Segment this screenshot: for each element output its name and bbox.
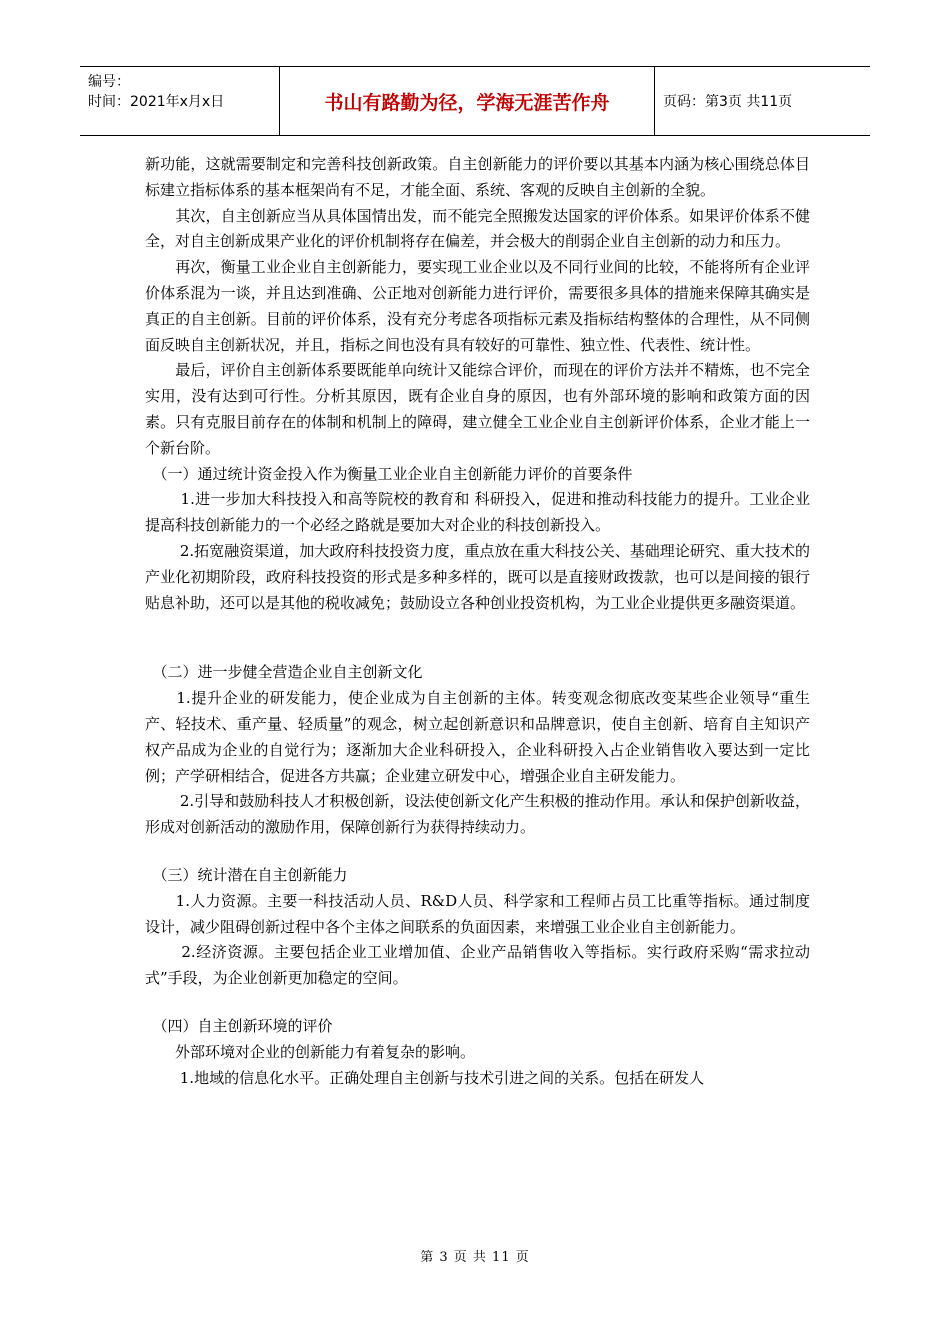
paragraph: 再次，衡量工业企业自主创新能力，要实现工业企业以及不同行业间的比较，不能将所有企业评价体系混为一谈，并且达到准确、公正地对创新能力进行评价，需要很多具体的措施来保障其确实是真正的自主创新。目前的评价体系，没有充分考虑各项指标元素及指标结构整体的合理性，从不同侧面反映自主创新状况，并且，指标之间也没有具有较好的可靠性、独立性、代表性、统计性。	[145, 258, 810, 354]
number-label: 编号：	[88, 74, 130, 90]
paragraph: 1.提升企业的研发能力，使企业成为自主创新的主体。转变观念彻底改变某些企业领导“重生产、轻技术、重产量、轻质量”的观念，树立起创新意识和品牌意识，使自主创新、培育自主知识产权产品成为企业的自觉行为；逐渐加大企业科研投入，企业科研投入占企业销售收入要达到一定比例；产学研相结合，促进各方共赢；企业建立研发中心，增强企业自主研发能力。	[145, 689, 810, 785]
paragraph: 新功能，这就需要制定和完善科技创新政策。自主创新能力的评价要以其基本内涵为核心围绕总体目标建立指标体系的基本框架尚有不足，才能全面、系统、客观的反映自主创新的全貌。	[145, 155, 810, 199]
spacer	[145, 616, 810, 660]
spacer	[145, 992, 810, 1014]
header-meta	[80, 67, 280, 135]
spacer	[145, 841, 810, 863]
section-heading: （一）通过统计资金投入作为衡量工业企业自主创新能力评价的首要条件	[145, 464, 633, 483]
paragraph: 1.进一步加大科技投入和高等院校的教育和 科研投入，促进和推动科技能力的提升。工业企业提高科技创新能力的一个必经之路就是要加大对企业的科技创新投入。	[145, 490, 810, 535]
section-heading: （四）自主创新环境的评价	[145, 1016, 333, 1035]
paragraph: 2.经济资源。主要包括企业工业增加值、企业产品销售收入等指标。实行政府采购“需求拉动式”手段，为企业创新更加稳定的空间。	[145, 943, 810, 988]
paragraph: 2.拓宽融资渠道，加大政府科技投资力度，重点放在重大科技公关、基础理论研究、重大技术的产业化初期阶段，政府科技投资的形式是多种多样的，既可以是直接财政拨款，也可以是间接的银行贴息补助，还可以是其他的税收减免；鼓励设立各种创业投资机构，为工业企业提供更多融资渠道。	[145, 541, 810, 612]
document-body	[145, 152, 810, 1091]
paragraph: 2.引导和鼓励科技人才积极创新，设法使创新文化产生积极的推动作用。承认和保护创新收益，形成对创新活动的激励作用，保障创新行为获得持续动力。	[145, 792, 810, 837]
paragraph: 外部环境对企业的创新能力有着复杂的影响。	[145, 1042, 476, 1061]
header-page-code: 页码：第3页 共11页	[663, 94, 793, 110]
page-header	[80, 66, 870, 136]
section-heading: （二）进一步健全营造企业自主创新文化	[145, 663, 423, 682]
section-heading: （三）统计潜在自主创新能力	[145, 865, 348, 884]
paragraph: 最后，评价自主创新体系要既能单向统计又能综合评价，而现在的评价方法并不精炼，也不完全实用，没有达到可行性。分析其原因，既有企业自身的原因，也有外部环境的影响和政策方面的因素。只有克服目前存在的体制和机制上的障碍，建立健全工业企业自主创新评价体系，企业才能上一个新台阶。	[145, 361, 810, 457]
page-footer: 第 3 页 共 11 页	[420, 1250, 530, 1265]
time-label: 时间：2021年x月x日	[88, 94, 225, 110]
header-motto: 书山有路勤为径，学海无涯苦作舟	[280, 67, 655, 135]
paragraph: 其次，自主创新应当从具体国情出发，而不能完全照搬发达国家的评价体系。如果评价体系不健全，对自主创新成果产业化的评价机制将存在偏差，并会极大的削弱企业自主创新的动力和压力。	[145, 206, 810, 251]
paragraph: 1.地域的信息化水平。正确处理自主创新与技术引进之间的关系。包括在研发人	[145, 1068, 705, 1087]
paragraph: 1.人力资源。主要一科技活动人员、R&D人员、科学家和工程师占员工比重等指标。通过制度设计，减少阻碍创新过程中各个主体之间联系的负面因素，来增强工业企业自主创新能力。	[145, 891, 810, 936]
